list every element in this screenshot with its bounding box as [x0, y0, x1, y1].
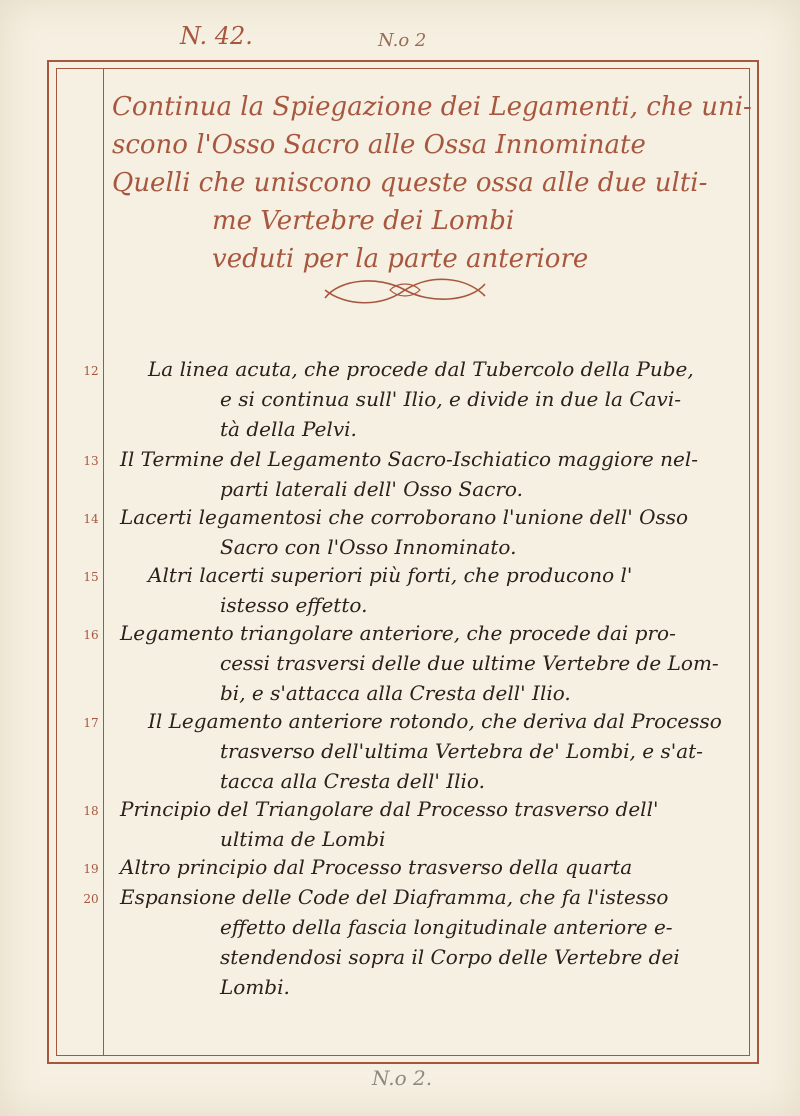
entry-number: 12	[83, 364, 99, 378]
title-line: scono l'Osso Sacro alle Ossa Innominate	[112, 130, 646, 160]
entry-line: Legamento triangolare anteriore, che procede dai pro-	[120, 621, 676, 645]
list-item	[120, 882, 720, 1002]
entry-line: Espansione delle Code del Diaframma, che fa l'istesso	[120, 885, 669, 909]
entry-line: effetto della fascia longitudinale anteriore e-	[220, 915, 673, 939]
entry-line: stendendosi sopra il Corpo delle Vertebre dei	[220, 945, 680, 969]
entry-number: 15	[83, 570, 99, 584]
entry-line: trasverso dell'ultima Vertebra de' Lombi, e s'at-	[220, 739, 703, 763]
entry-number: 18	[83, 804, 99, 818]
plate-number-bottom: N.o 2.	[372, 1066, 433, 1090]
title-line: Quelli che uniscono queste ossa alle due ulti-	[112, 168, 708, 198]
entry-line: Principio del Triangolare dal Processo trasverso dell'	[120, 797, 659, 821]
entry-number: 16	[83, 628, 99, 642]
entry-number: 14	[83, 512, 99, 526]
title-line: Continua la Spiegazione dei Legamenti, che uni-	[112, 92, 752, 122]
list-item	[120, 794, 720, 854]
entry-line: Lacerti legamentosi che corroborano l'unione dell' Osso	[120, 505, 689, 529]
list-item	[120, 444, 720, 504]
margin-rule	[103, 68, 104, 1056]
list-item	[120, 706, 720, 796]
entry-line: Lombi.	[220, 975, 290, 999]
list-item	[120, 354, 720, 444]
entry-line: Il Termine del Legamento Sacro-Ischiatico maggiore nel-	[120, 447, 698, 471]
entry-line: cessi trasversi delle due ultime Vertebre de Lom-	[220, 651, 719, 675]
entry-line: tà della Pelvi.	[220, 417, 357, 441]
page-title	[112, 88, 752, 278]
list-item	[120, 502, 720, 562]
list-item	[120, 852, 720, 882]
entry-number: 20	[83, 892, 99, 906]
entry-line: Sacro con l'Osso Innominato.	[220, 535, 517, 559]
entry-line: bi, e s'attacca alla Cresta dell' Ilio.	[220, 681, 571, 705]
list-item	[120, 618, 720, 708]
entry-line: e si continua sull' Ilio, e divide in due la Cavi-	[220, 387, 682, 411]
entry-line: istesso effetto.	[220, 593, 368, 617]
folio-number: N. 42.	[180, 22, 253, 50]
entry-line: La linea acuta, che procede dal Tubercolo della Pube,	[148, 357, 694, 381]
title-line: veduti per la parte anteriore	[212, 244, 589, 274]
list-item	[120, 560, 720, 620]
plate-number-top: N.o 2	[378, 30, 427, 51]
calligraphic-flourish-icon	[320, 268, 490, 312]
entry-line: Altro principio dal Processo trasverso della quarta	[120, 855, 633, 879]
title-line: me Vertebre dei Lombi	[212, 206, 515, 236]
entry-line: parti laterali dell' Osso Sacro.	[220, 477, 523, 501]
entry-number: 13	[83, 454, 99, 468]
entry-line: Altri lacerti superiori più forti, che producono l'	[148, 563, 633, 587]
entry-line: Il Legamento anteriore rotondo, che deriva dal Processo	[148, 709, 722, 733]
entry-number: 19	[83, 862, 99, 876]
entry-number: 17	[83, 716, 99, 730]
entry-line: tacca alla Cresta dell' Ilio.	[220, 769, 485, 793]
entry-line: ultima de Lombi	[220, 827, 386, 851]
